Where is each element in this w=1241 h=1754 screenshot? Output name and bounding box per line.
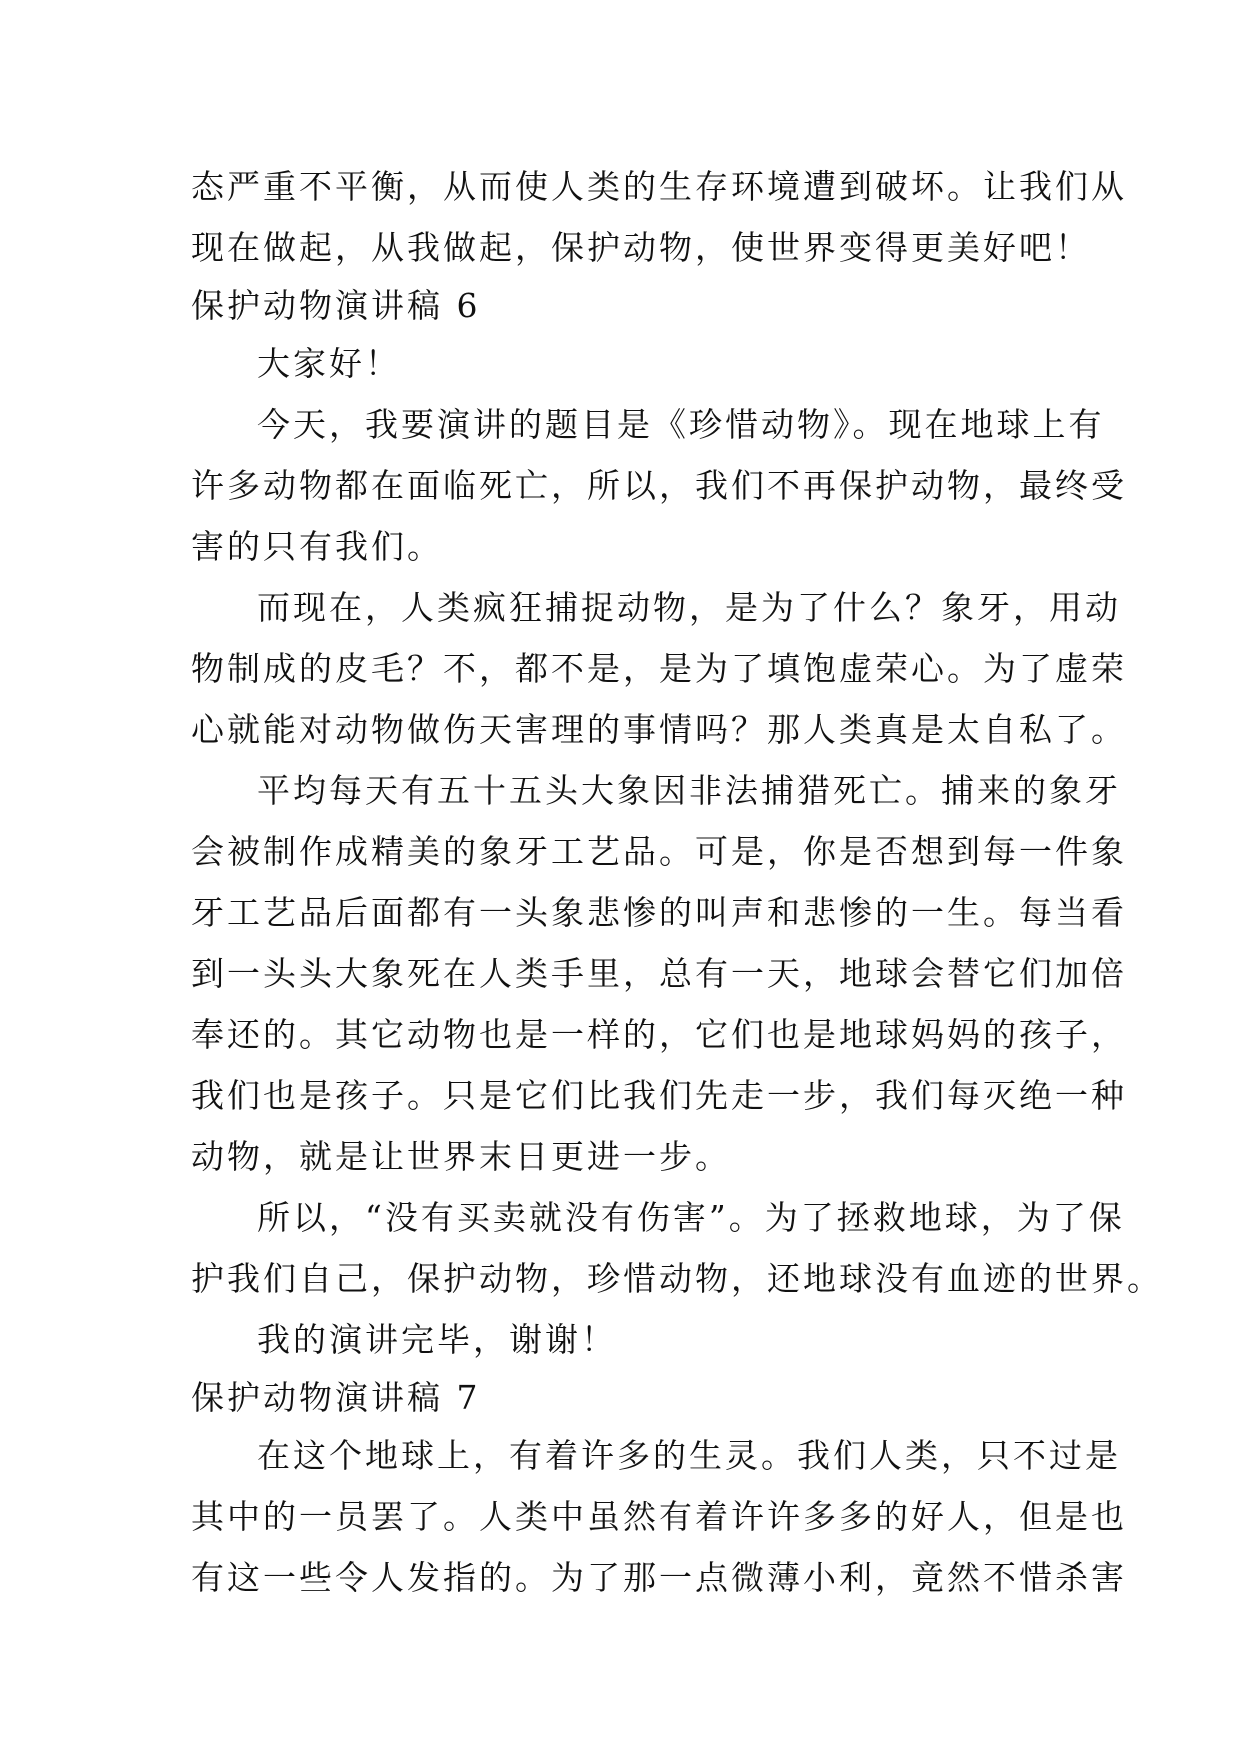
paragraph-line: 动物，就是让世界末日更进一步。 (191, 1137, 731, 1176)
paragraph-line: 害的只有我们。 (191, 527, 443, 566)
paragraph-line: 有这一些令人发指的。为了那一点微薄小利，竟然不惜杀害 (191, 1558, 1127, 1597)
paragraph-line: 心就能对动物做伤天害理的事情吗？那人类真是太自私了。 (191, 710, 1127, 749)
paragraph-line: 许多动物都在面临死亡，所以，我们不再保护动物，最终受 (191, 466, 1127, 505)
section-6-greeting: 大家好！ (257, 344, 401, 383)
intro-line: 现在做起，从我做起，保护动物，使世界变得更美好吧！ (191, 228, 1091, 267)
section-6-closing: 我的演讲完毕，谢谢！ (257, 1320, 617, 1359)
document-body (191, 156, 1163, 1608)
paragraph-line: 牙工艺品后面都有一头象悲惨的叫声和悲惨的一生。每当看 (191, 893, 1127, 932)
paragraph-line: 今天，我要演讲的题目是《珍惜动物》。现在地球上有 (257, 405, 1105, 444)
paragraph-line: 会被制作成精美的象牙工艺品。可是，你是否想到每一件象 (191, 832, 1127, 871)
paragraph-line: 护我们自己，保护动物，珍惜动物，还地球没有血迹的世界。 (191, 1259, 1163, 1298)
section-7-title: 保护动物演讲稿 7 (191, 1378, 481, 1417)
paragraph-line: 其中的一员罢了。人类中虽然有着许许多多的好人，但是也 (191, 1497, 1127, 1536)
paragraph-line: 而现在，人类疯狂捕捉动物，是为了什么？象牙，用动 (257, 588, 1121, 627)
paragraph-line: 我们也是孩子。只是它们比我们先走一步，我们每灭绝一种 (191, 1076, 1127, 1115)
intro-line: 态严重不平衡，从而使人类的生存环境遭到破坏。让我们从 (191, 167, 1127, 206)
paragraph-line: 平均每天有五十五头大象因非法捕猎死亡。捕来的象牙 (257, 771, 1121, 810)
paragraph-line: 到一头头大象死在人类手里，总有一天，地球会替它们加倍 (191, 954, 1127, 993)
section-6-title: 保护动物演讲稿 6 (191, 286, 481, 325)
paragraph-line: 物制成的皮毛？不，都不是，是为了填饱虚荣心。为了虚荣 (191, 649, 1127, 688)
paragraph-line: 所以，“没有买卖就没有伤害”。为了拯救地球，为了保 (257, 1198, 1125, 1237)
paragraph-line: 奉还的。其它动物也是一样的，它们也是地球妈妈的孩子， (191, 1015, 1127, 1054)
paragraph-line: 在这个地球上，有着许多的生灵。我们人类，只不过是 (257, 1436, 1121, 1475)
